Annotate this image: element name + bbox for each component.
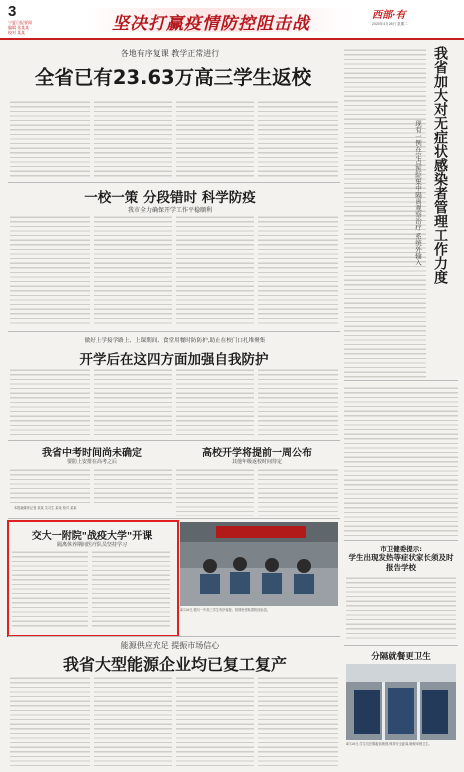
- divider: [8, 518, 340, 519]
- story6-body-col1: [12, 550, 88, 628]
- story9-body-col2: [94, 676, 172, 766]
- story5-body-col1: [176, 468, 254, 516]
- story5-sub: 其他年级返校时间待定: [231, 459, 282, 465]
- lead-headline: 全省已有23.63万高三学生返校: [34, 66, 312, 89]
- story8-headline: 分隔就餐更卫生: [371, 652, 431, 662]
- story7-headline: 学生出现发热等症状家长须及时报告学校: [348, 553, 454, 572]
- side-story-continued: [344, 386, 458, 536]
- story4-headline: 我省中考时间尚未确定: [42, 448, 142, 459]
- story2-body-col4: [258, 215, 338, 327]
- dining-photo: [346, 664, 456, 740]
- section-line: 编辑 张某某: [8, 25, 30, 30]
- lead-body-col2: [94, 100, 172, 178]
- story3-body-col1: [10, 368, 90, 436]
- divider: [8, 331, 340, 332]
- section-line: 宁夏日报要闻: [8, 20, 32, 25]
- story9-body-col1: [10, 676, 90, 766]
- story4-byline: 本报融媒体记者 某某 实习生 某某 校对 某某: [14, 506, 77, 510]
- banner-title: 坚决打赢疫情防控阻击战: [112, 14, 310, 34]
- story7-kicker: 市卫健委提示:: [380, 545, 422, 553]
- story3-body-col3: [176, 368, 254, 436]
- story6-sub: 隔离休养期间医疗队员坚持学习: [56, 542, 127, 548]
- story5-body-col2: [258, 468, 338, 516]
- story4-body-col1: [10, 468, 90, 504]
- dining-photo-caption: 4月26日,学生们在隔板前就餐,保持安全距离,确保用餐卫生。: [346, 742, 432, 746]
- page-number: 3: [8, 3, 17, 20]
- classroom-photo-caption: 4月26日,银川一中高三学生有序返校。校园里张贴着防疫标语。: [180, 608, 270, 612]
- story6-headline: 交大一附院"战疫大学"开课: [31, 531, 153, 542]
- divider: [344, 380, 458, 381]
- side-story-headline: 我省加大对无症状感染者管理工作力度: [432, 46, 448, 284]
- side-story-sub: 现有一例在定点医院集中隔离观察治疗 系统外输入: [414, 120, 422, 266]
- divider: [8, 440, 340, 441]
- story2-headline: 一校一策 分段错时 科学防疫: [84, 190, 256, 206]
- story3-body-col4: [258, 368, 338, 436]
- story2-body-col2: [94, 215, 172, 327]
- story4-sub: 要防上安排在高考之后: [66, 459, 117, 465]
- story3-kicker: 做好上学接学路上、上课期间、食堂用餐时防防护,助止在校门口扎堆聚集: [84, 338, 266, 344]
- divider: [344, 645, 458, 646]
- story5-headline: 高校开学将提前一周公布: [202, 448, 312, 459]
- story9-kicker: 能源供应充足 提振市场信心: [120, 641, 220, 650]
- story3-body-col2: [94, 368, 172, 436]
- lead-body-col4: [258, 100, 338, 178]
- classroom-photo-image: [180, 522, 338, 606]
- issue-date: 2020年4月28日 星期二: [372, 22, 408, 26]
- lead-kicker: 各地有序复课 教学正常进行: [120, 49, 220, 58]
- lead-body-col3: [176, 100, 254, 178]
- divider: [8, 636, 340, 637]
- story9-body-col4: [258, 676, 338, 766]
- classroom-photo: [180, 522, 338, 606]
- story4-body-col2: [94, 468, 172, 504]
- story2-body-col1: [10, 215, 90, 327]
- section-info: [8, 20, 32, 35]
- story7-body: [346, 576, 456, 642]
- story3-headline: 开学后在这四方面加强自我防护: [79, 352, 269, 368]
- story9-body-col3: [176, 676, 254, 766]
- story2-body-col3: [176, 215, 254, 327]
- divider: [8, 182, 340, 183]
- newspaper-logo: 西部·有: [372, 10, 406, 21]
- section-line: 校对 某某: [8, 30, 26, 35]
- story2-sub: 我市全力确保开学工作平稳顺利: [127, 207, 212, 214]
- dining-photo-image: [346, 664, 456, 740]
- story6-body-col2: [92, 550, 170, 628]
- lead-body-col1: [10, 100, 90, 178]
- story9-headline: 我省大型能源企业均已复工复产: [62, 655, 287, 674]
- divider: [344, 540, 458, 541]
